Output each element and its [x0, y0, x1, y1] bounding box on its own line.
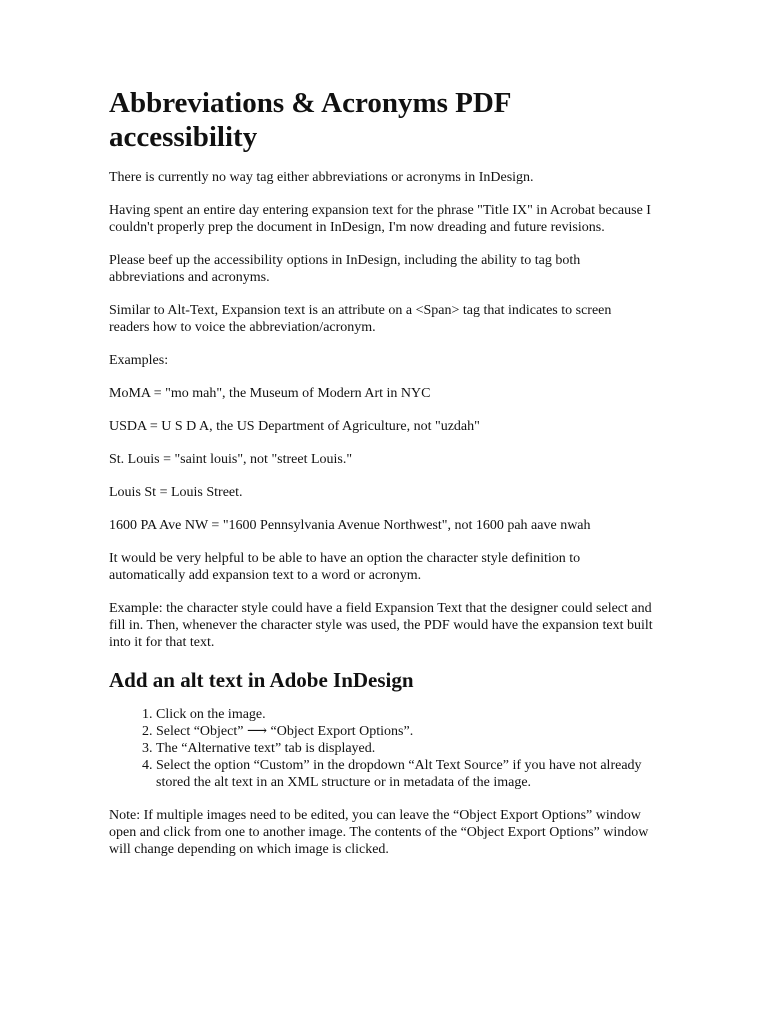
example-usda: USDA = U S D A, the US Department of Agriculture, not "uzdah" [109, 419, 480, 434]
request-paragraph: Please beef up the accessibility options in InDesign, including the ability to tag both abbreviations and acronyms. [109, 253, 581, 285]
list-item: 4. Select the option “Custom” in the dropdown “Alt Text Source” if you have not already stored the alt text in an XML structure or in metadata of the image. [156, 757, 654, 791]
list-item: 2. Select “Object” ⟶ “Object Export Options”. [156, 723, 654, 740]
list-item: 1. Click on the image. [156, 706, 654, 723]
document-page [109, 86, 654, 874]
section-heading: Add an alt text in Adobe InDesign [109, 668, 414, 692]
page-title: Abbreviations & Acronyms PDF accessibility [109, 87, 511, 153]
character-style-example-paragraph: Example: the character style could have a field Expansion Text that the designer could select and fill in. Then, whenever the character style was used, the PDF would have the expansion text built into it for that text. [109, 601, 653, 650]
character-style-paragraph: It would be very helpful to be able to have an option the character style definition to automatically add expansion text to a word or acronym. [109, 551, 581, 583]
note-paragraph: Note: If multiple images need to be edited, you can leave the “Object Export Options” window open and click from one to another image. The contents of the “Object Export Options” window will change depending on which image is clicked. [109, 808, 649, 857]
example-st-louis: St. Louis = "saint louis", not "street Louis." [109, 452, 353, 467]
expansion-text-paragraph: Similar to Alt-Text, Expansion text is an attribute on a <Span> tag that indicates to screen readers how to voice the abbreviation/acronym. [109, 303, 612, 335]
steps-list [109, 706, 654, 791]
title-ix-paragraph: Having spent an entire day entering expansion text for the phrase "Title IX" in Acrobat because I couldn't properly prep the document in InDesign, I'm now dreading and future revisions. [109, 203, 651, 235]
list-item: 3. The “Alternative text” tab is displayed. [156, 740, 654, 757]
examples-label: Examples: [109, 353, 169, 368]
example-moma: MoMA = "mo mah", the Museum of Modern Art in NYC [109, 386, 431, 401]
example-louis-st: Louis St = Louis Street. [109, 485, 243, 500]
intro-paragraph: There is currently no way tag either abbreviations or acronyms in InDesign. [109, 170, 534, 185]
example-pa-ave: 1600 PA Ave NW = "1600 Pennsylvania Avenue Northwest", not 1600 pah aave nwah [109, 518, 591, 533]
